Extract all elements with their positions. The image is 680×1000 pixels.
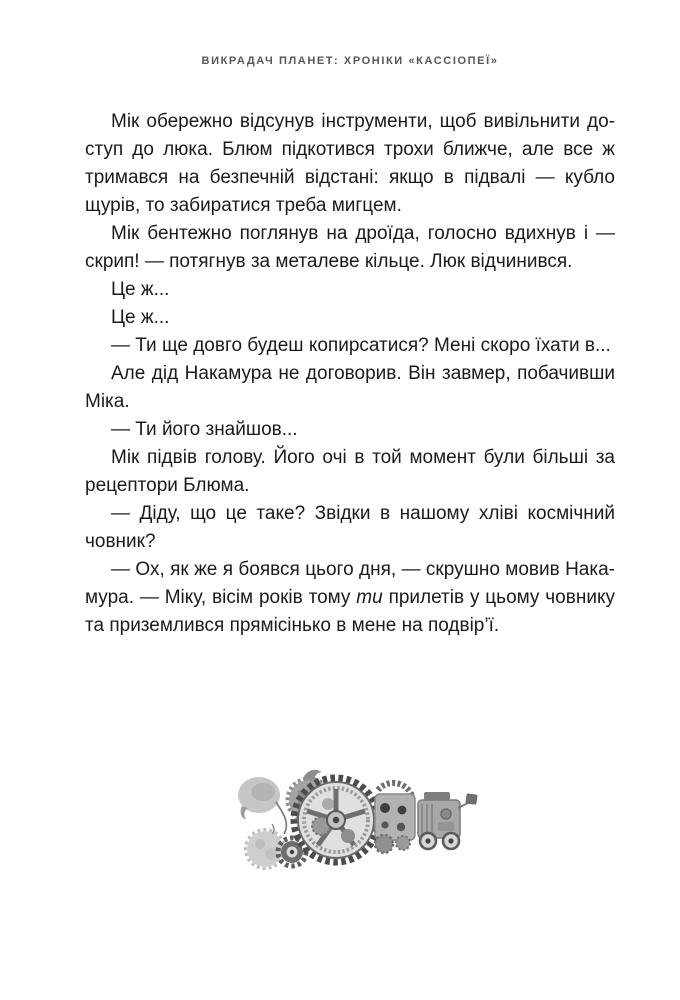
paragraph: — Ти ще довго будеш копирсатися? Мені скоро їхати в... [111,335,611,356]
body-text [85,108,615,640]
rover-truck-icon [418,792,478,849]
gears-illustration [232,762,478,880]
paragraph: Мік обережно відсунув інструменти, щоб вивільнити доступ до люка. Блюм підкотився трохи ближче, але все ж тримався на безпечній відстані: якщо в підвалі — кубло щурів, то забиратися треба мигцем. [85,111,615,216]
emphasized-word: ти [356,587,383,608]
paragraph: Це ж... [111,279,170,300]
paragraph: Це ж... [111,307,170,328]
paragraph-text: прилетів у цьому човнику та приземлився прямісінько в мене на подвір’ї. [85,587,615,636]
engine-block-icon [375,783,415,853]
paragraph: Мік підвів голову. Його очі в той момент були більші за рецептори Блюма. [85,447,615,496]
blob-creature-icon [238,777,286,834]
paragraph: — Діду, що це таке? Звідки в нашому хліві космічний човник? [85,503,615,552]
paragraph: Але дід Накамура не договорив. Він завмер, побачивши Міка. [85,363,615,412]
paragraph-text: — Ох, як же я боявся цього дня, — скрушно мовив Накамура. — Міку, вісім років тому [85,559,615,608]
moss-gear-icon [246,824,285,869]
paragraph [85,556,615,640]
paragraph: Мік бентежно поглянув на дроїда, голосно вдихнув і — скрип! — потягнув за металеве кільце. Люк відчинився. [85,223,615,272]
paragraph: — Ти його знайшов... [111,419,298,440]
running-header: ВИКРАДАЧ ПЛАНЕТ: ХРОНІКИ «КАССІОПЕЇ» [201,55,499,67]
